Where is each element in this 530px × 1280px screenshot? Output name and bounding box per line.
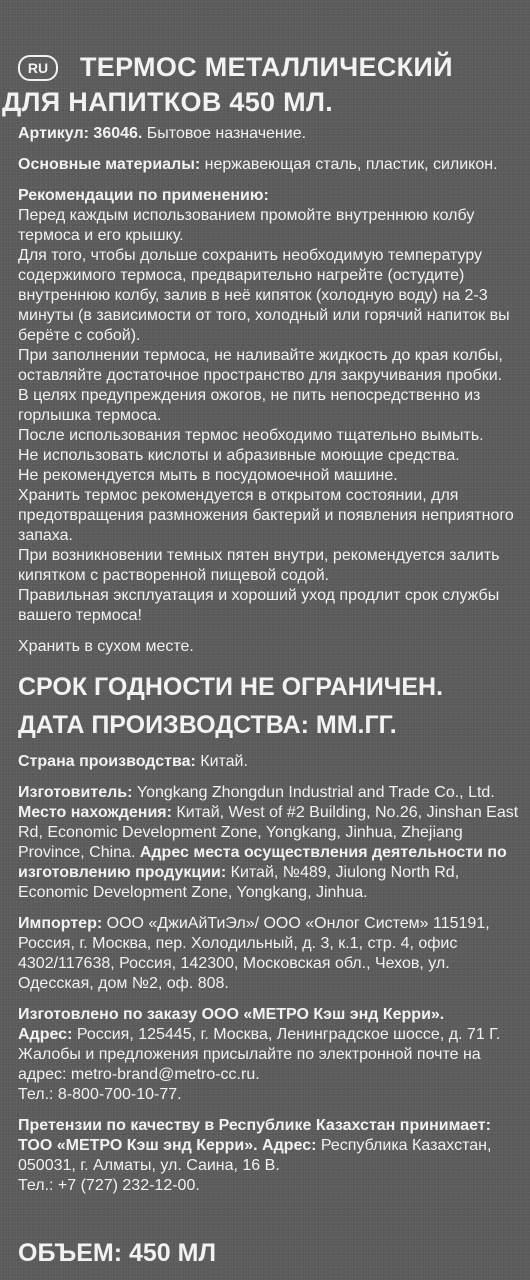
title-line-2: ДЛЯ НАПИТКОВ 450 МЛ. [2,87,334,117]
manufacturer-block [18,783,524,903]
title-line-1: ТЕРМОС МЕТАЛЛИЧЕСКИЙ [80,52,453,82]
materials-line [18,155,524,175]
recommendations-label: Рекомендации по применению: [18,187,269,204]
importer-label: Импортер: [18,915,103,932]
location-label: Место нахождения: [18,804,172,821]
order-address-line [18,1025,524,1085]
materials-text: нержавеющая сталь, пластик, силикон. [200,156,498,173]
kazakhstan-phone: Тел.: +7 (727) 232-12-00. [18,1177,200,1194]
country-text: Китай. [195,753,248,770]
recommendations-text: Перед каждым использованием промойте внутреннюю колбу термоса и его крышку. Для того, чтобы дольше сохранить необходимую температуру содержимого термоса, предварительно нагрейте (остудите) внутреннюю колбу, залив в неё кипяток (холодную воду) на 2-3 минуты (в зависимости от того, холодный или горячий напиток вы берёте с собой). При заполнении термоса, не наливайте жидкость до края колбы, оставляйте достаточное пространство для закручивания пробки. В целях предупреждения ожогов, не пить непосредственно из горлышка термоса. После использования термос необходимо тщательно вымыть. Не использовать кислоты и абразивные моющие средства. Не рекомендуется мыть в посудомоечной машине. Хранить термос рекомендуется в открытом состоянии, для предотвращения размножения бактерий и появления неприятного запаха. При возникновении темных пятен внутри, рекомендуется залить кипятком с растворенной пищевой содой. Правильная эксплуатация и хороший уход продлит срок службы вашего термоса! [18,207,514,624]
article-text: Бытовое назначение. [142,125,307,142]
order-phone: Тел.: 8-800-700-10-77. [18,1086,182,1103]
order-address-label: Адрес: [18,1026,73,1043]
volume: ОБЪЕМ: 450 МЛ [18,1239,216,1267]
storage-note: Хранить в сухом месте. [18,638,194,655]
label-content [2,50,524,1196]
shelf-life: СРОК ГОДНОСТИ НЕ ОГРАНИЧЕН. [18,673,444,701]
article-label: Артикул: 36046. [18,125,143,142]
kazakhstan-block [18,1116,524,1196]
order-address-text: Россия, 125445, г. Москва, Ленинградское шоссе, д. 71 Г. Жалобы и предложения присылайте по электронной почте на адрес: metro-brand@metro-cc.ru. [18,1026,501,1083]
country-line [18,752,524,772]
materials-label: Основные материалы: [18,156,201,173]
language-badge: RU [18,55,58,81]
order-block [18,1005,524,1105]
kazakhstan-line [18,1116,524,1176]
activity-text: Китай, №489, Jiulong North Rd, Economic Development Zone, Yongkang, Jinhua. [18,864,460,901]
recommendations [18,186,524,626]
kazakhstan-label: Претензии по качеству в Республике Казахстан принимает: ТОО «МЕТРО Кэш энд Керри». Адрес: [18,1117,491,1154]
manufacturer-text: Yongkang Zhongdun Industrial and Trade Co., Ltd. [132,784,495,801]
activity-label: Адрес места осуществления деятельности по изготовлению продукции: [18,844,507,881]
location-text: Китай, West of #2 Building, No.26, Jinshan East Rd, Economic Development Zone, Yongkang, Jinhua, Zhejiang Province, China. [18,804,519,861]
order-label: Изготовлено по заказу ООО «МЕТРО Кэш энд Керри». [18,1006,445,1023]
article-line [18,124,524,144]
manufacturer-label: Изготовитель: [18,784,133,801]
country-label: Страна производства: [18,753,196,770]
header [2,50,524,120]
importer-block [18,914,524,994]
importer-text: ООО «ДжиАйТиЭл»/ ООО «Онлог Систем» 115191, Россия, г. Москва, пер. Холодильный, д. 3, к.1, стр. 4, офис 4302/117638, Россия, 142300, Московская обл., Чехов, ул. Одесская, дом №2, оф. 808. [18,915,490,992]
production-date: ДАТА ПРОИЗВОДСТВА: ММ.ГГ. [18,711,397,739]
kazakhstan-text: Республика Казахстан, 050031, г. Алматы, ул. Саина, 16 В. [18,1137,492,1174]
